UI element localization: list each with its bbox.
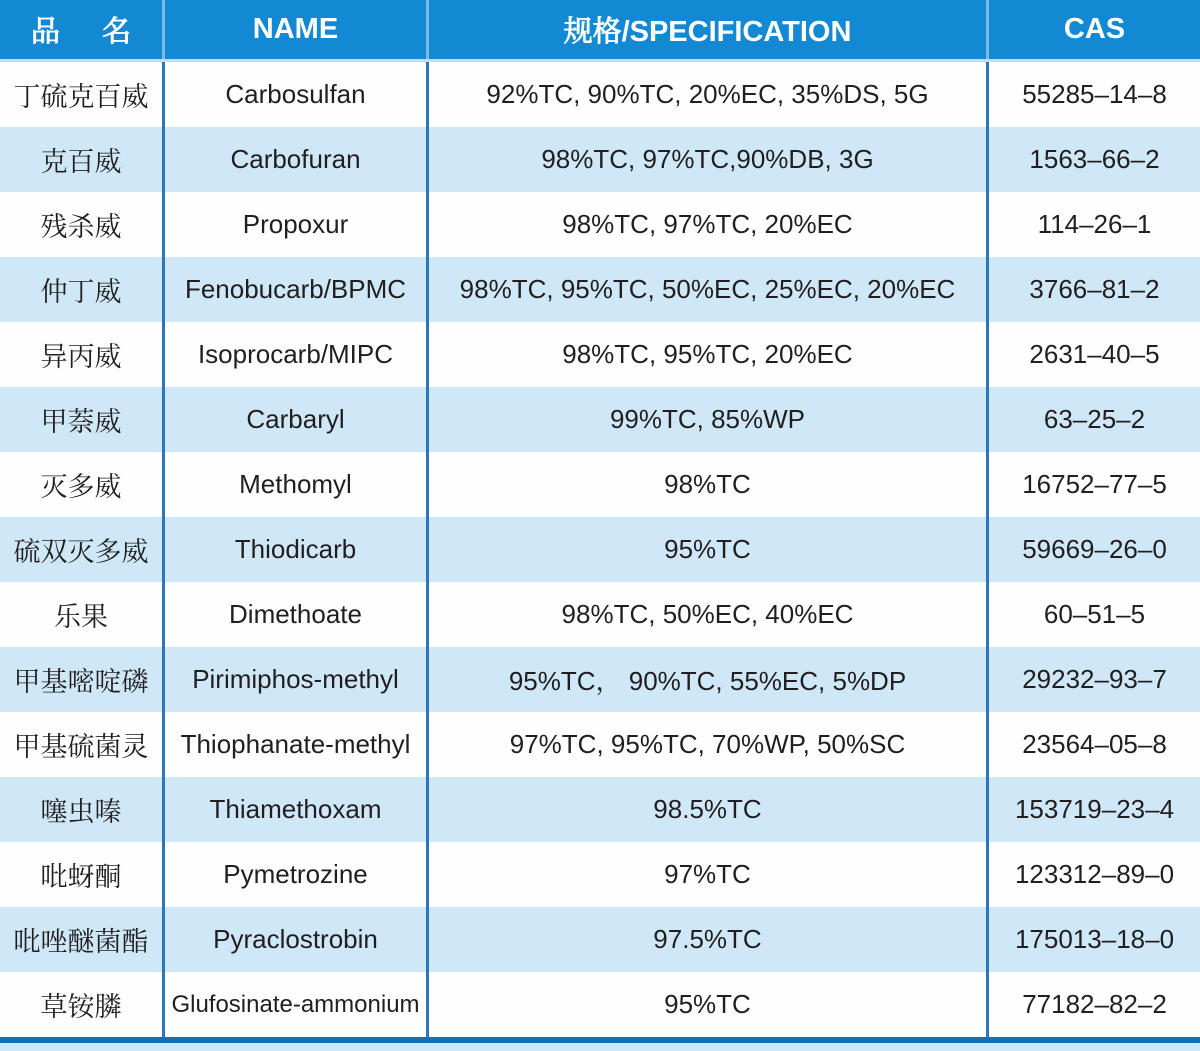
cell-product-name-cn: [0, 192, 162, 257]
product-name-cn: 克百威: [40, 147, 122, 177]
header-cell-name: [162, 0, 426, 59]
table-row: [0, 907, 1200, 972]
specification-value: 95%TC， 90%TC, 55%EC, 5%DP: [508, 666, 907, 696]
table-row: [0, 972, 1200, 1037]
product-name-cn: 灭多威: [40, 472, 122, 502]
product-name-cn: 仲丁威: [40, 277, 122, 307]
cell-cas: [986, 192, 1200, 257]
product-name-en: Propoxur: [242, 209, 349, 239]
cell-name: [162, 647, 426, 712]
table-row: [0, 712, 1200, 777]
cell-specification: [426, 647, 986, 712]
table-row: [0, 322, 1200, 387]
cell-product-name-cn: [0, 387, 162, 452]
cell-cas: [986, 777, 1200, 842]
table-row: [0, 517, 1200, 582]
cas-number: 3766–81–2: [1029, 274, 1160, 304]
table-row: [0, 842, 1200, 907]
cell-specification: [426, 452, 986, 517]
product-name-en: Fenobucarb/BPMC: [184, 274, 407, 304]
cell-name: [162, 387, 426, 452]
table-row: [0, 127, 1200, 192]
cell-specification: [426, 842, 986, 907]
header-cell-specification: [426, 0, 986, 59]
cell-cas: [986, 62, 1200, 127]
cas-number: 59669–26–0: [1022, 534, 1167, 564]
cell-specification: [426, 777, 986, 842]
cell-product-name-cn: [0, 517, 162, 582]
product-name-en: Thiodicarb: [234, 534, 357, 564]
product-name-en: Thiophanate-methyl: [180, 729, 411, 759]
product-name-cn: 甲萘威: [40, 407, 122, 437]
cas-number: 60–51–5: [1043, 599, 1146, 629]
cell-specification: [426, 62, 986, 127]
cell-specification: [426, 127, 986, 192]
header-label-specification: 规格/SPECIFICATION: [563, 16, 852, 48]
cas-number: 2631–40–5: [1029, 339, 1160, 369]
cell-product-name-cn: [0, 972, 162, 1037]
cell-product-name-cn: [0, 257, 162, 322]
cas-number: 114–26–1: [1037, 209, 1152, 239]
specification-value: 99%TC, 85%WP: [609, 404, 806, 434]
product-name-cn: 硫双灭多威: [13, 537, 149, 567]
cell-product-name-cn: [0, 322, 162, 387]
table-header-row: [0, 0, 1200, 62]
cell-specification: [426, 192, 986, 257]
specification-value: 92%TC, 90%TC, 20%EC, 35%DS, 5G: [486, 79, 929, 109]
cell-product-name-cn: [0, 452, 162, 517]
header-cell-product-name-cn: [0, 0, 162, 59]
table-row: [0, 257, 1200, 322]
cell-name: [162, 257, 426, 322]
specification-value: 98%TC: [664, 469, 751, 499]
cell-specification: [426, 907, 986, 972]
cas-number: 55285–14–8: [1022, 79, 1167, 109]
cell-name: [162, 192, 426, 257]
table-row: [0, 452, 1200, 517]
cell-product-name-cn: [0, 127, 162, 192]
product-name-cn: 残杀威: [40, 212, 122, 242]
header-label-name: NAME: [252, 13, 339, 45]
cell-specification: [426, 257, 986, 322]
table-row: [0, 777, 1200, 842]
cas-number: 29232–93–7: [1022, 664, 1167, 694]
cell-cas: [986, 712, 1200, 777]
product-name-en: Pyraclostrobin: [213, 924, 378, 954]
cell-name: [162, 777, 426, 842]
cas-number: 175013–18–0: [1014, 924, 1175, 954]
cas-number: 77182–82–2: [1022, 989, 1167, 1019]
cas-number: 123312–89–0: [1014, 859, 1175, 889]
cell-specification: [426, 322, 986, 387]
product-name-en: Carbaryl: [246, 404, 345, 434]
cell-name: [162, 517, 426, 582]
product-name-en: Dimethoate: [229, 599, 362, 629]
specification-value: 98%TC, 97%TC,90%DB, 3G: [541, 144, 874, 174]
cell-cas: [986, 647, 1200, 712]
cell-cas: [986, 907, 1200, 972]
product-name-en: Isoprocarb/MIPC: [197, 339, 394, 369]
specification-value: 98.5%TC: [653, 794, 762, 824]
table-row: [0, 582, 1200, 647]
header-label-cas: CAS: [1063, 13, 1126, 45]
product-name-cn: 吡唑醚菌酯: [13, 927, 149, 957]
product-name-cn: 草铵膦: [40, 992, 122, 1022]
specification-value: 95%TC: [664, 534, 751, 564]
cell-product-name-cn: [0, 62, 162, 127]
product-name-en: Pirimiphos-methyl: [192, 664, 399, 694]
cell-name: [162, 322, 426, 387]
cell-product-name-cn: [0, 582, 162, 647]
product-name-cn: 噻虫嗪: [40, 797, 122, 827]
cas-number: 153719–23–4: [1014, 794, 1175, 824]
product-name-cn: 乐果: [54, 602, 108, 632]
cell-specification: [426, 387, 986, 452]
product-name-cn: 吡蚜酮: [40, 862, 122, 892]
cell-cas: [986, 452, 1200, 517]
product-name-cn: 异丙威: [40, 342, 122, 372]
cell-name: [162, 972, 426, 1037]
cas-number: 23564–05–8: [1022, 729, 1167, 759]
cell-cas: [986, 322, 1200, 387]
cell-specification: [426, 972, 986, 1037]
header-label-cn: 品 名: [30, 16, 132, 48]
product-name-cn: 丁硫克百威: [13, 82, 149, 112]
cell-name: [162, 582, 426, 647]
cell-cas: [986, 842, 1200, 907]
product-name-en: Thiamethoxam: [209, 794, 382, 824]
product-name-en: Methomyl: [239, 469, 352, 499]
cell-cas: [986, 582, 1200, 647]
table-row: [0, 647, 1200, 712]
cell-product-name-cn: [0, 907, 162, 972]
specification-value: 98%TC, 95%TC, 50%EC, 25%EC, 20%EC: [459, 274, 956, 304]
product-name-en: Glufosinate-ammonium: [171, 990, 420, 1018]
cell-name: [162, 452, 426, 517]
specification-value: 98%TC, 95%TC, 20%EC: [562, 339, 853, 369]
cell-specification: [426, 582, 986, 647]
product-name-en: Pymetrozine: [223, 859, 368, 889]
table-row: [0, 387, 1200, 452]
cell-product-name-cn: [0, 842, 162, 907]
table-row: [0, 192, 1200, 257]
specification-value: 97%TC, 95%TC, 70%WP, 50%SC: [509, 729, 906, 759]
product-name-cn: 甲基硫菌灵: [13, 732, 149, 762]
product-name-en: Carbofuran: [230, 144, 361, 174]
cas-number: 1563–66–2: [1029, 144, 1160, 174]
cell-name: [162, 62, 426, 127]
cell-name: [162, 907, 426, 972]
cas-number: 63–25–2: [1043, 404, 1146, 434]
specification-value: 97%TC: [664, 859, 751, 889]
product-name-en: Carbosulfan: [225, 79, 366, 109]
cell-name: [162, 842, 426, 907]
cell-cas: [986, 257, 1200, 322]
cell-product-name-cn: [0, 647, 162, 712]
cell-specification: [426, 517, 986, 582]
header-cell-cas: [986, 0, 1200, 59]
cell-cas: [986, 127, 1200, 192]
cell-name: [162, 127, 426, 192]
cell-specification: [426, 712, 986, 777]
cell-cas: [986, 517, 1200, 582]
product-name-cn: 甲基嘧啶磷: [13, 667, 149, 697]
specification-value: 95%TC: [664, 989, 751, 1019]
table-row: [0, 62, 1200, 127]
specification-value: 98%TC, 50%EC, 40%EC: [561, 599, 854, 629]
cell-product-name-cn: [0, 777, 162, 842]
cell-product-name-cn: [0, 712, 162, 777]
cell-cas: [986, 387, 1200, 452]
specification-value: 98%TC, 97%TC, 20%EC: [562, 209, 853, 239]
cell-cas: [986, 972, 1200, 1037]
table-bottom-strip: [0, 1043, 1200, 1051]
specification-value: 97.5%TC: [653, 924, 762, 954]
cas-number: 16752–77–5: [1022, 469, 1167, 499]
cell-name: [162, 712, 426, 777]
